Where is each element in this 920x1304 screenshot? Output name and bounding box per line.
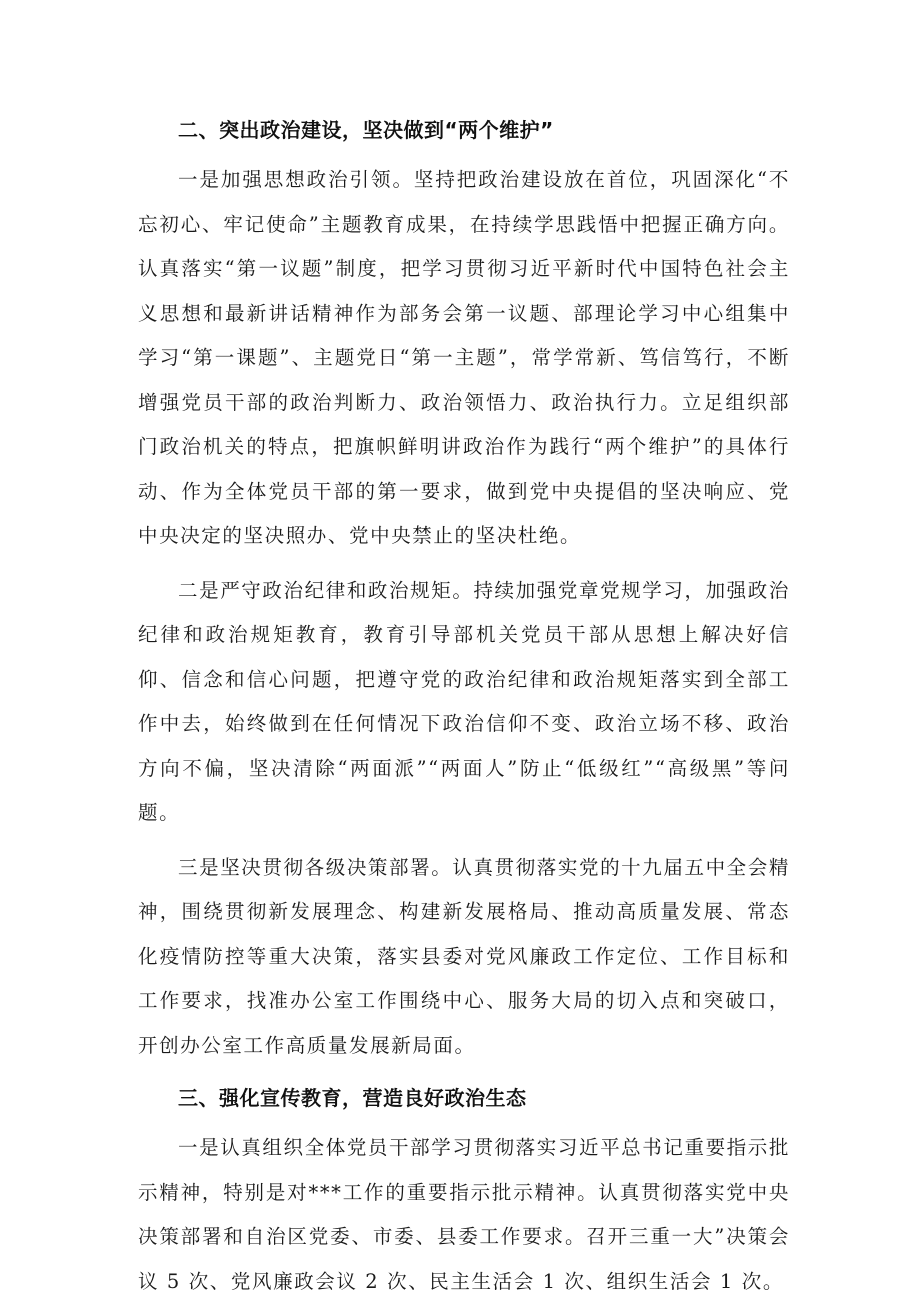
paragraph-thought-guidance: 一是加强思想政治引领。坚持把政治建设放在首位，巩固深化“不忘初心、牢记使命”主题教育成果，在持续学思践悟中把握正确方向。认真落实“第一议题”制度，把学习贯彻习近平新时代中国特色社会主义思想和最新讲话精神作为部务会第一议题、部理论学习中心组集中学习“第一课题”、主题党日“第一主题”，常学常新、笃信笃行，不断增强党员干部的政治判断力、政治领悟力、政治执行力。立足组织部门政治机关的特点，把旗帜鲜明讲政治作为践行“两个维护”的具体行动、作为全体党员干部的第一要求，做到党中央提倡的坚决响应、党中央决定的坚决照办、党中央禁止的坚决杜绝。 (138, 168, 790, 547)
paragraph-study-instructions: 一是认真组织全体党员干部学习贯彻落实习近平总书记重要指示批示精神，特别是对***工作的重要指示批示精神。认真贯彻落实党中央决策部署和自治区党委、市委、县委工作要求。召开三重一大”决策会议 5 次、党风廉政会议 2 次、民主生活会 1 次、组织生活会 1 次。 (138, 1136, 790, 1293)
section-heading-2: 二、突出政治建设，坚决做到“两个维护” (178, 118, 554, 142)
document-body (138, 112, 790, 1304)
paragraph-political-discipline: 二是严守政治纪律和政治规矩。持续加强党章党规学习，加强政治纪律和政治规矩教育，教育引导部机关党员干部从思想上解决好信仰、信念和信心问题，把遵守党的政治纪律和政治规矩落实到全部工作中去，始终做到在任何情况下政治信仰不变、政治立场不移、政治方向不偏，坚决清除“两面派”“两面人”防止“低级红”“高级黑”等问题。 (138, 578, 790, 824)
section-heading-3: 三、强化宣传教育，营造良好政治生态 (178, 1086, 527, 1110)
paragraph-decision-implementation: 三是坚决贯彻各级决策部署。认真贯彻落实党的十九届五中全会精神，围绕贯彻新发展理念、构建新发展格局、推动高质量发展、常态化疫情防控等重大决策，落实县委对党风廉政工作定位、工作目标和工作要求，找准办公室工作围绕中心、服务大局的切入点和突破口，开创办公室工作高质量发展新局面。 (138, 855, 790, 1057)
